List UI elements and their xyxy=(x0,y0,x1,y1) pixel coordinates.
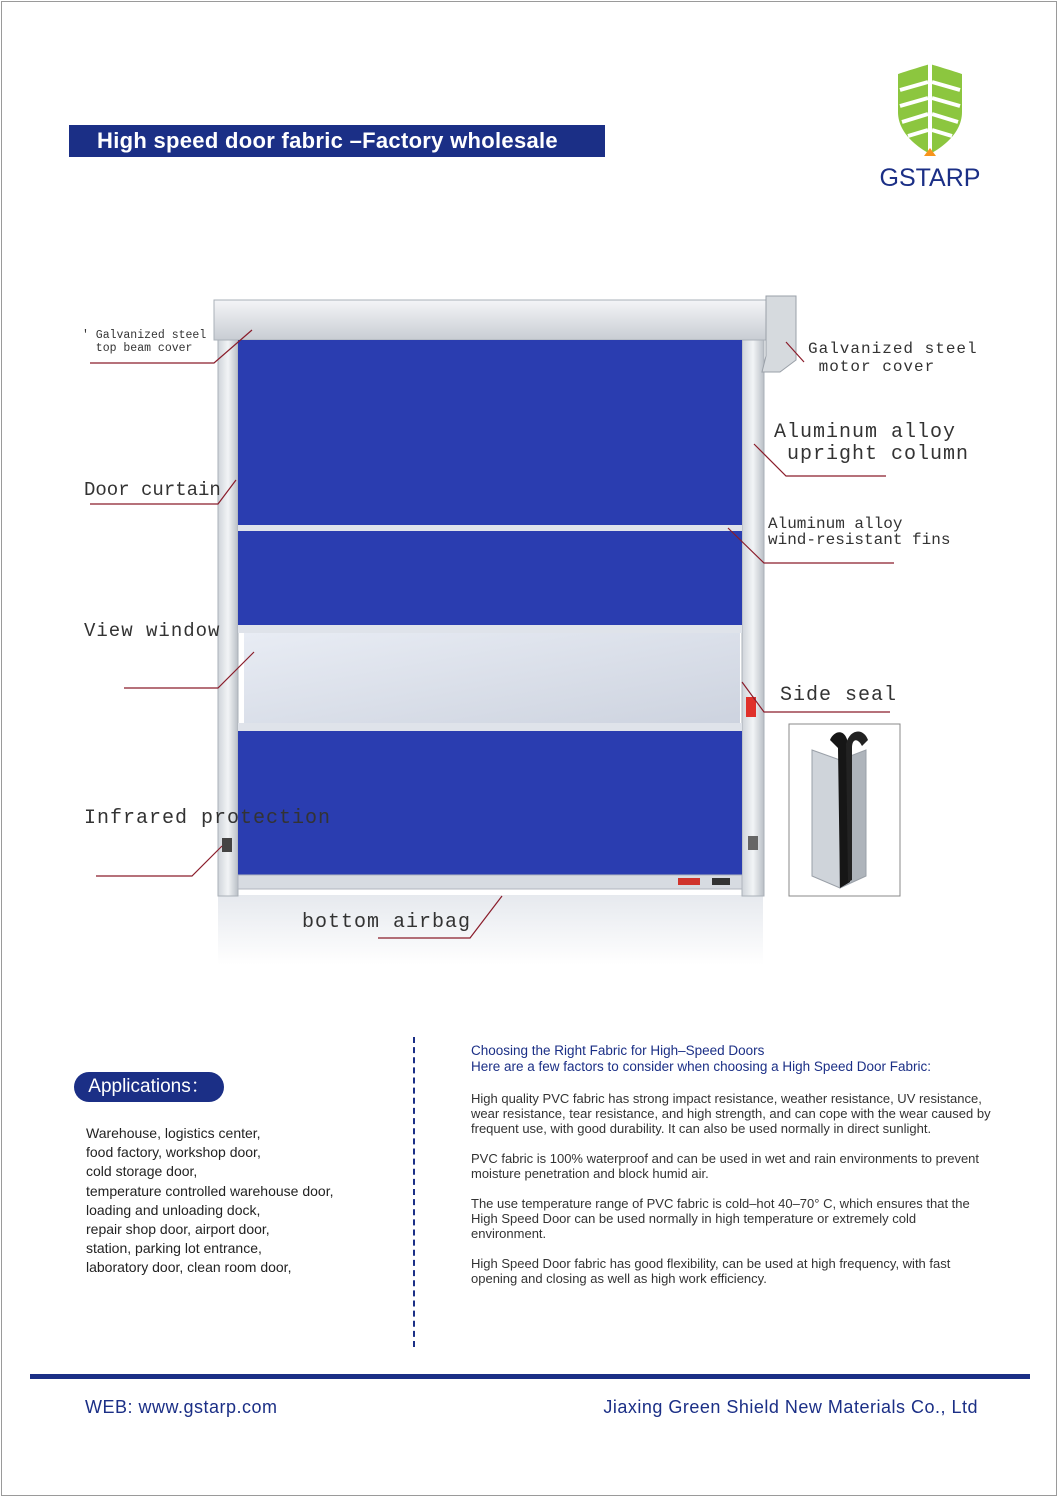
right-column xyxy=(742,336,764,896)
brand-tag xyxy=(678,878,700,885)
article-paragraph: High Speed Door fabric has good flexibility, can be used at high frequency, with fast opening and closing as well as high work efficiency. xyxy=(471,1256,951,1286)
logo-text: GSTARP xyxy=(879,164,981,192)
article xyxy=(471,1043,991,1286)
list-item: station, parking lot entrance, xyxy=(86,1240,262,1257)
label-side-seal: Side seal xyxy=(780,684,898,707)
list-item: temperature controlled warehouse door, xyxy=(86,1182,334,1199)
wind-fin xyxy=(238,525,742,531)
list-item: laboratory door, clean room door, xyxy=(86,1259,292,1276)
top-beam xyxy=(214,300,770,340)
infrared-sensor xyxy=(222,838,232,852)
label-infrared: Infrared protection xyxy=(84,807,332,830)
page-title: High speed door fabric –Factory wholesale xyxy=(69,125,605,157)
article-heading: Choosing the Right Fabric for High–Speed Doors xyxy=(471,1043,765,1058)
curtain-panel-upper xyxy=(238,531,742,625)
label-view-window: View window xyxy=(84,620,221,642)
footer-website-link[interactable]: WEB: www.gstarp.com xyxy=(85,1397,278,1417)
footer-divider xyxy=(30,1374,1030,1379)
list-item: Warehouse, logistics center, xyxy=(86,1125,261,1141)
infrared-sensor xyxy=(748,836,758,850)
floor-reflection xyxy=(218,895,763,965)
bottom-airbag-bar xyxy=(238,875,742,889)
list-item: food factory, workshop door, xyxy=(86,1144,261,1161)
list-item: loading and unloading dock, xyxy=(86,1201,261,1218)
article-paragraph: PVC fabric is 100% waterproof and can be used in wet and rain environments to prevent moisture penetration and block humid air. xyxy=(471,1151,980,1181)
applications-badge: Applications： xyxy=(74,1072,224,1102)
motor-cover xyxy=(762,296,796,372)
callout-line-infrared xyxy=(96,846,222,876)
list-item: cold storage door, xyxy=(86,1163,198,1180)
label-top-beam: ' Galvanized steel top beam cover xyxy=(82,329,207,355)
view-window-panel xyxy=(244,633,740,723)
article-paragraph: The use temperature range of PVC fabric is cold–hot 40–70° C, which ensures that the High Speed Door can be used normally in high temperature or extremely cold environment. xyxy=(471,1196,970,1241)
label-door-curtain: Door curtain xyxy=(84,479,221,501)
wind-fin xyxy=(238,625,742,633)
label-motor-cover: Galvanized steel motor cover xyxy=(808,340,978,376)
curtain-panel-top xyxy=(238,340,742,525)
curtain-panel-bottom xyxy=(238,731,742,875)
applications-list xyxy=(86,1124,333,1278)
wind-fin xyxy=(238,723,742,731)
list-item: repair shop door, airport door, xyxy=(86,1221,270,1238)
article-subheading: Here are a few factors to consider when choosing a High Speed Door Fabric: xyxy=(471,1058,931,1074)
footer-company-name: Jiaxing Green Shield New Materials Co., Ltd xyxy=(603,1397,978,1417)
label-upright-column: Aluminum alloy upright column xyxy=(774,421,970,466)
label-fins: Aluminum alloy wind-resistant fins xyxy=(768,515,951,549)
sensor-tag xyxy=(712,878,730,885)
label-airbag: bottom airbag xyxy=(302,911,472,934)
article-paragraph: High quality PVC fabric has strong impact resistance, weather resistance, UV resistance, wear resistance, tear resistance, and high strength, and can cope with the wear caused by frequent use, with good durability. It can also be used normally in direct sunlight. xyxy=(471,1091,991,1136)
column-divider xyxy=(413,1037,415,1347)
